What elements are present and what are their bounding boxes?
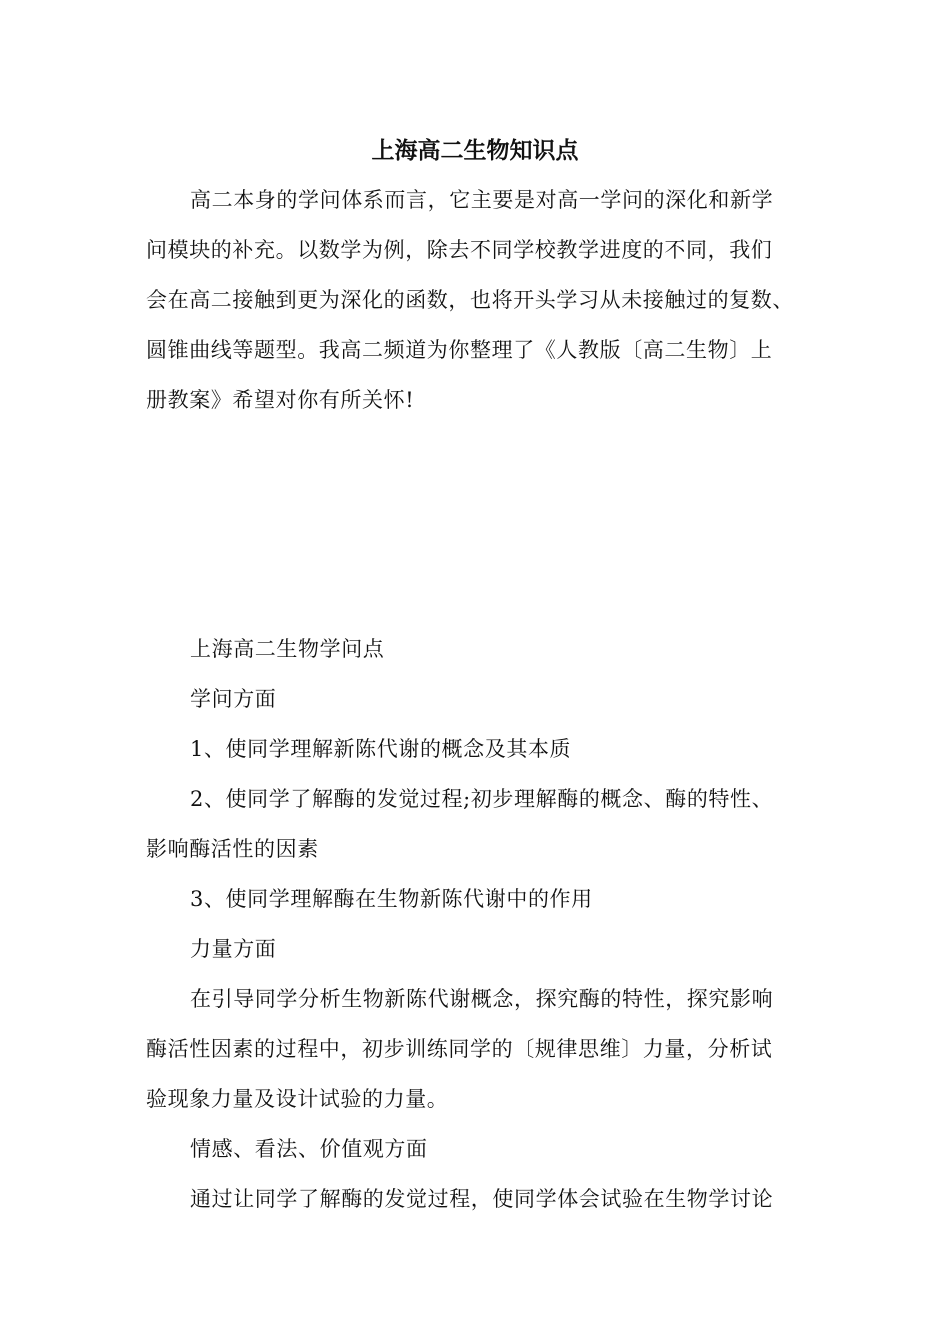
body-line: 影响酶活性的因素 [146,837,319,861]
subsection-heading: 力量方面 [190,937,277,961]
intro-line: 问模块的补充。以数学为例，除去不同学校教学进度的不同，我们 [146,238,773,262]
page-title: 上海高二生物知识点 [371,137,579,164]
subsection-heading: 情感、看法、价值观方面 [190,1137,428,1161]
intro-line: 圆锥曲线等题型。我高二频道为你整理了《人教版〔高二生物〕上 [146,338,773,362]
body-line: 1、使同学理解新陈代谢的概念及其本质 [190,737,572,761]
body-line: 3、使同学理解酶在生物新陈代谢中的作用 [190,887,593,911]
body-line: 通过让同学了解酶的发觉过程，使同学体会试验在生物学讨论 [190,1187,774,1211]
intro-line: 高二本身的学问体系而言，它主要是对高一学问的深化和新学 [190,188,774,212]
intro-line: 会在高二接触到更为深化的函数，也将开头学习从未接触过的复数、 [146,288,794,312]
body-line: 2、使同学了解酶的发觉过程;初步理解酶的概念、酶的特性、 [190,787,774,811]
body-line: 酶活性因素的过程中，初步训练同学的〔规律思维〕力量，分析试 [146,1037,773,1061]
body-line: 在引导同学分析生物新陈代谢概念，探究酶的特性，探究影响 [190,987,774,1011]
section-heading: 上海高二生物学问点 [190,637,385,661]
intro-line: 册教案》希望对你有所关怀! [146,388,415,412]
subsection-heading: 学问方面 [190,687,277,711]
body-line: 验现象力量及设计试验的力量。 [146,1087,449,1111]
